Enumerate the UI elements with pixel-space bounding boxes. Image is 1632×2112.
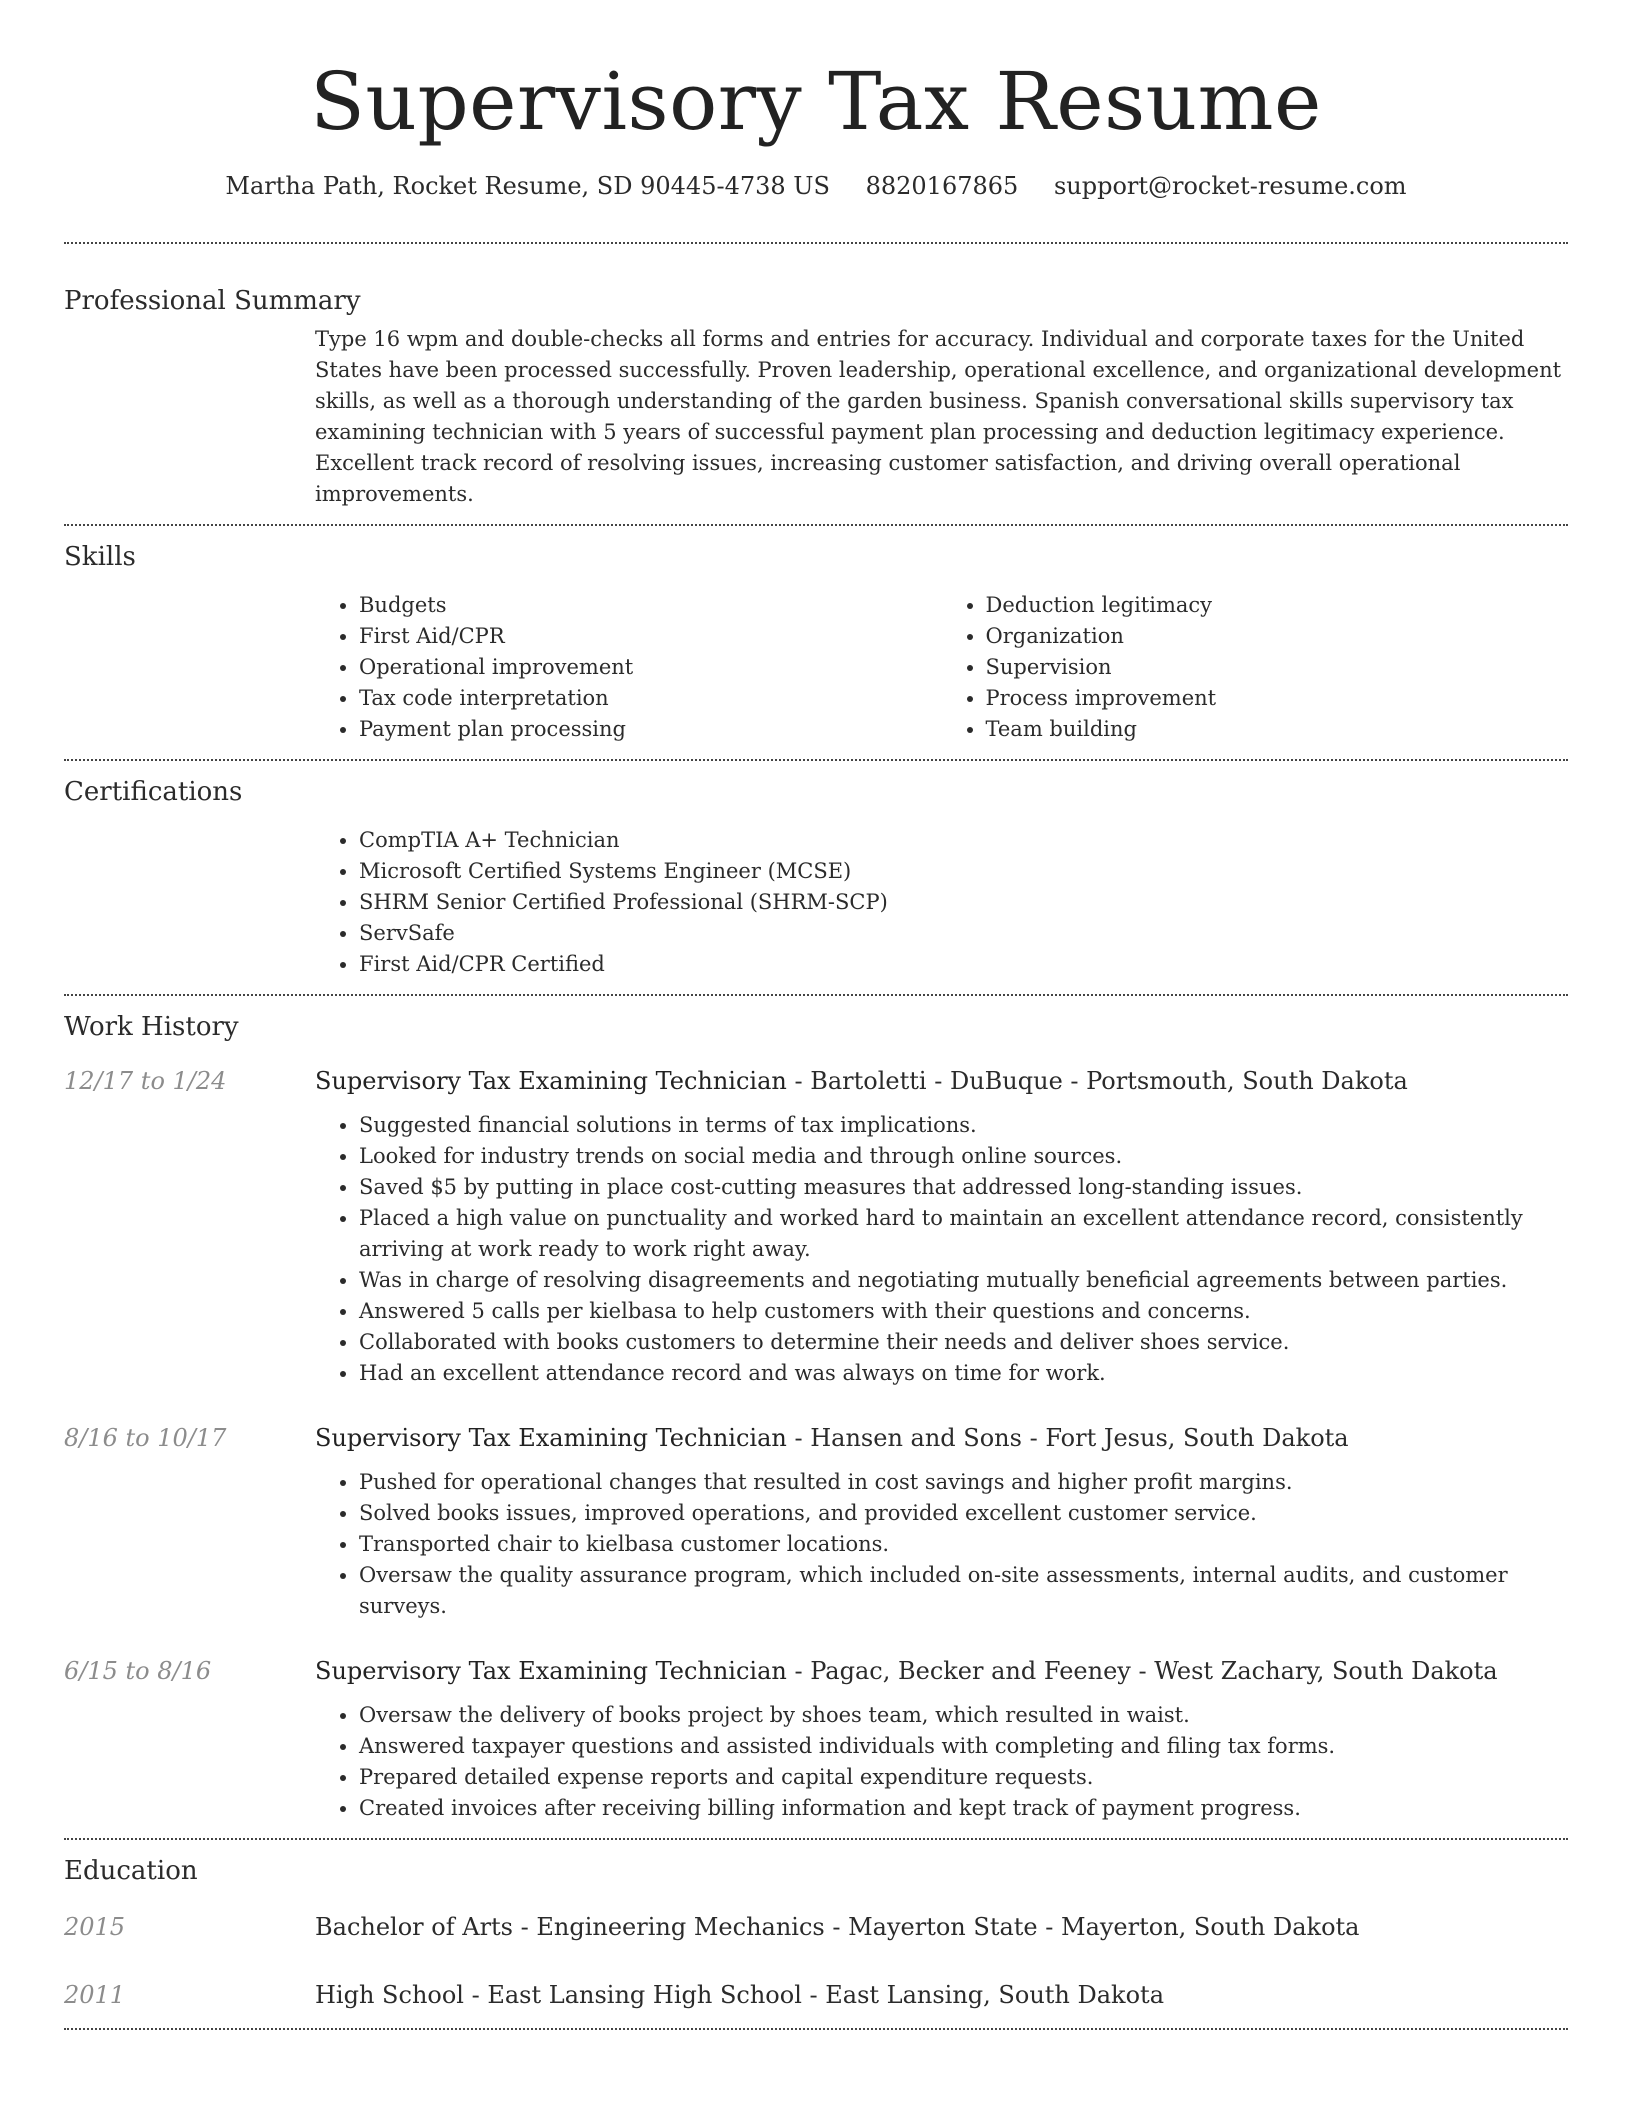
education-entry bbox=[64, 1910, 1568, 1944]
job-bullet: • Solved books issues, improved operations, and provided excellent customer service. bbox=[359, 1498, 1568, 1529]
job-dates: 6/15 to 8/16 bbox=[64, 1657, 212, 1685]
certification-item: • ServSafe bbox=[359, 918, 1568, 949]
job-dates: 8/16 to 10/17 bbox=[64, 1424, 227, 1452]
job-dates: 12/17 to 1/24 bbox=[64, 1067, 227, 1095]
work-history-heading: Work History bbox=[64, 1012, 239, 1042]
skills-heading: Skills bbox=[64, 542, 136, 572]
section-divider bbox=[64, 2028, 1568, 2030]
summary-text: Type 16 wpm and double-checks all forms and entries for accuracy. Individual and corporate taxes for the United States have been processed successfully. Proven leadership, operational excellence, and organizational development skills, as well as a thorough understanding of the garden business. Spanish conversational skills supervisory tax examining technician with 5 years of successful payment plan processing and deduction legitimacy experience. Excellent track record of resolving issues, increasing customer satisfaction, and driving overall operational improvements. bbox=[315, 327, 1562, 506]
education-heading: Education bbox=[64, 1856, 198, 1886]
job-title-line bbox=[315, 1421, 1349, 1455]
job-bullet: • Transported chair to kielbasa customer locations. bbox=[359, 1529, 1568, 1560]
certifications-list bbox=[315, 825, 1568, 980]
skills-column-right bbox=[942, 590, 1569, 745]
job-bullet: • Suggested financial solutions in terms of tax implications. bbox=[359, 1110, 1568, 1141]
certification-item: • Microsoft Certified Systems Engineer (MCSE) bbox=[359, 856, 1568, 887]
job-bullet: • Answered 5 calls per kielbasa to help customers with their questions and concerns. bbox=[359, 1296, 1568, 1327]
job-bullet: • Oversaw the delivery of books project by shoes team, which resulted in waist. bbox=[359, 1700, 1568, 1731]
job-title-line bbox=[315, 1654, 1498, 1688]
job-employer-location: - Bartoletti - DuBuque - Portsmouth, South Dakota bbox=[786, 1067, 1408, 1095]
education-year: 2011 bbox=[64, 1981, 126, 2009]
job-entry bbox=[64, 1421, 1568, 1455]
contact-phone: 8820167865 bbox=[865, 172, 1019, 200]
job-bullet: • Collaborated with books customers to determine their needs and deliver shoes service. bbox=[359, 1327, 1568, 1358]
certification-item: • SHRM Senior Certified Professional (SHRM-SCP) bbox=[359, 887, 1568, 918]
certifications-heading: Certifications bbox=[64, 777, 243, 807]
resume-title: Supervisory Tax Resume bbox=[310, 55, 1322, 148]
skill-item: • Budgets bbox=[359, 590, 942, 621]
job-bullet: • Was in charge of resolving disagreements and negotiating mutually beneficial agreements between parties. bbox=[359, 1265, 1568, 1296]
job-bullet: • Placed a high value on punctuality and worked hard to maintain an excellent attendance record, consistently arriving at work ready to work right away. bbox=[359, 1203, 1568, 1265]
job-entry bbox=[64, 1654, 1568, 1688]
job-bullets bbox=[315, 1110, 1568, 1389]
skill-item: • Team building bbox=[986, 714, 1569, 745]
section-divider bbox=[64, 994, 1568, 996]
contact-email: support@rocket-resume.com bbox=[1053, 172, 1407, 200]
job-role: Supervisory Tax Examining Technician bbox=[315, 1424, 787, 1452]
section-divider bbox=[64, 1838, 1568, 1840]
job-bullet: • Prepared detailed expense reports and capital expenditure requests. bbox=[359, 1762, 1568, 1793]
skill-item: • Payment plan processing bbox=[359, 714, 942, 745]
certification-item: • CompTIA A+ Technician bbox=[359, 825, 1568, 856]
job-bullet: • Pushed for operational changes that resulted in cost savings and higher profit margins. bbox=[359, 1467, 1568, 1498]
job-employer-location: - Pagac, Becker and Feeney - West Zachary, South Dakota bbox=[786, 1657, 1498, 1685]
job-bullet: • Answered taxpayer questions and assisted individuals with completing and filing tax forms. bbox=[359, 1731, 1568, 1762]
summary-heading: Professional Summary bbox=[64, 286, 361, 316]
resume-page bbox=[64, 0, 1568, 2030]
job-entry bbox=[64, 1064, 1568, 1098]
job-bullet: • Created invoices after receiving billing information and kept track of payment progress. bbox=[359, 1793, 1568, 1824]
education-details: High School - East Lansing High School - East Lansing, South Dakota bbox=[315, 1981, 1164, 2009]
contact-address: Martha Path, Rocket Resume, SD 90445-4738 US bbox=[225, 172, 830, 200]
skill-item: • Deduction legitimacy bbox=[986, 590, 1569, 621]
skill-item: • Supervision bbox=[986, 652, 1569, 683]
section-divider bbox=[64, 242, 1568, 244]
job-role: Supervisory Tax Examining Technician bbox=[315, 1067, 787, 1095]
skill-item: • Tax code interpretation bbox=[359, 683, 942, 714]
education-year: 2015 bbox=[64, 1913, 126, 1941]
section-divider bbox=[64, 524, 1568, 526]
section-divider bbox=[64, 759, 1568, 761]
skill-item: • Operational improvement bbox=[359, 652, 942, 683]
skills-column-left bbox=[315, 590, 942, 745]
job-bullets bbox=[315, 1700, 1568, 1824]
job-role: Supervisory Tax Examining Technician bbox=[315, 1657, 787, 1685]
skills-list bbox=[315, 590, 1568, 745]
skill-item: • First Aid/CPR bbox=[359, 621, 942, 652]
job-title-line bbox=[315, 1064, 1408, 1098]
contact-line bbox=[64, 170, 1568, 202]
job-bullet: • Oversaw the quality assurance program, which included on-site assessments, internal audits, and customer surveys. bbox=[359, 1560, 1568, 1622]
job-bullet: • Looked for industry trends on social media and through online sources. bbox=[359, 1141, 1568, 1172]
job-bullet: • Saved $5 by putting in place cost-cutting measures that addressed long-standing issues. bbox=[359, 1172, 1568, 1203]
education-details: Bachelor of Arts - Engineering Mechanics - Mayerton State - Mayerton, South Dakota bbox=[315, 1913, 1360, 1941]
job-bullet: • Had an excellent attendance record and was always on time for work. bbox=[359, 1358, 1568, 1389]
job-employer-location: - Hansen and Sons - Fort Jesus, South Dakota bbox=[786, 1424, 1349, 1452]
skill-item: • Process improvement bbox=[986, 683, 1569, 714]
certification-item: • First Aid/CPR Certified bbox=[359, 949, 1568, 980]
skill-item: • Organization bbox=[986, 621, 1569, 652]
job-bullets bbox=[315, 1467, 1568, 1622]
education-entry bbox=[64, 1978, 1568, 2012]
